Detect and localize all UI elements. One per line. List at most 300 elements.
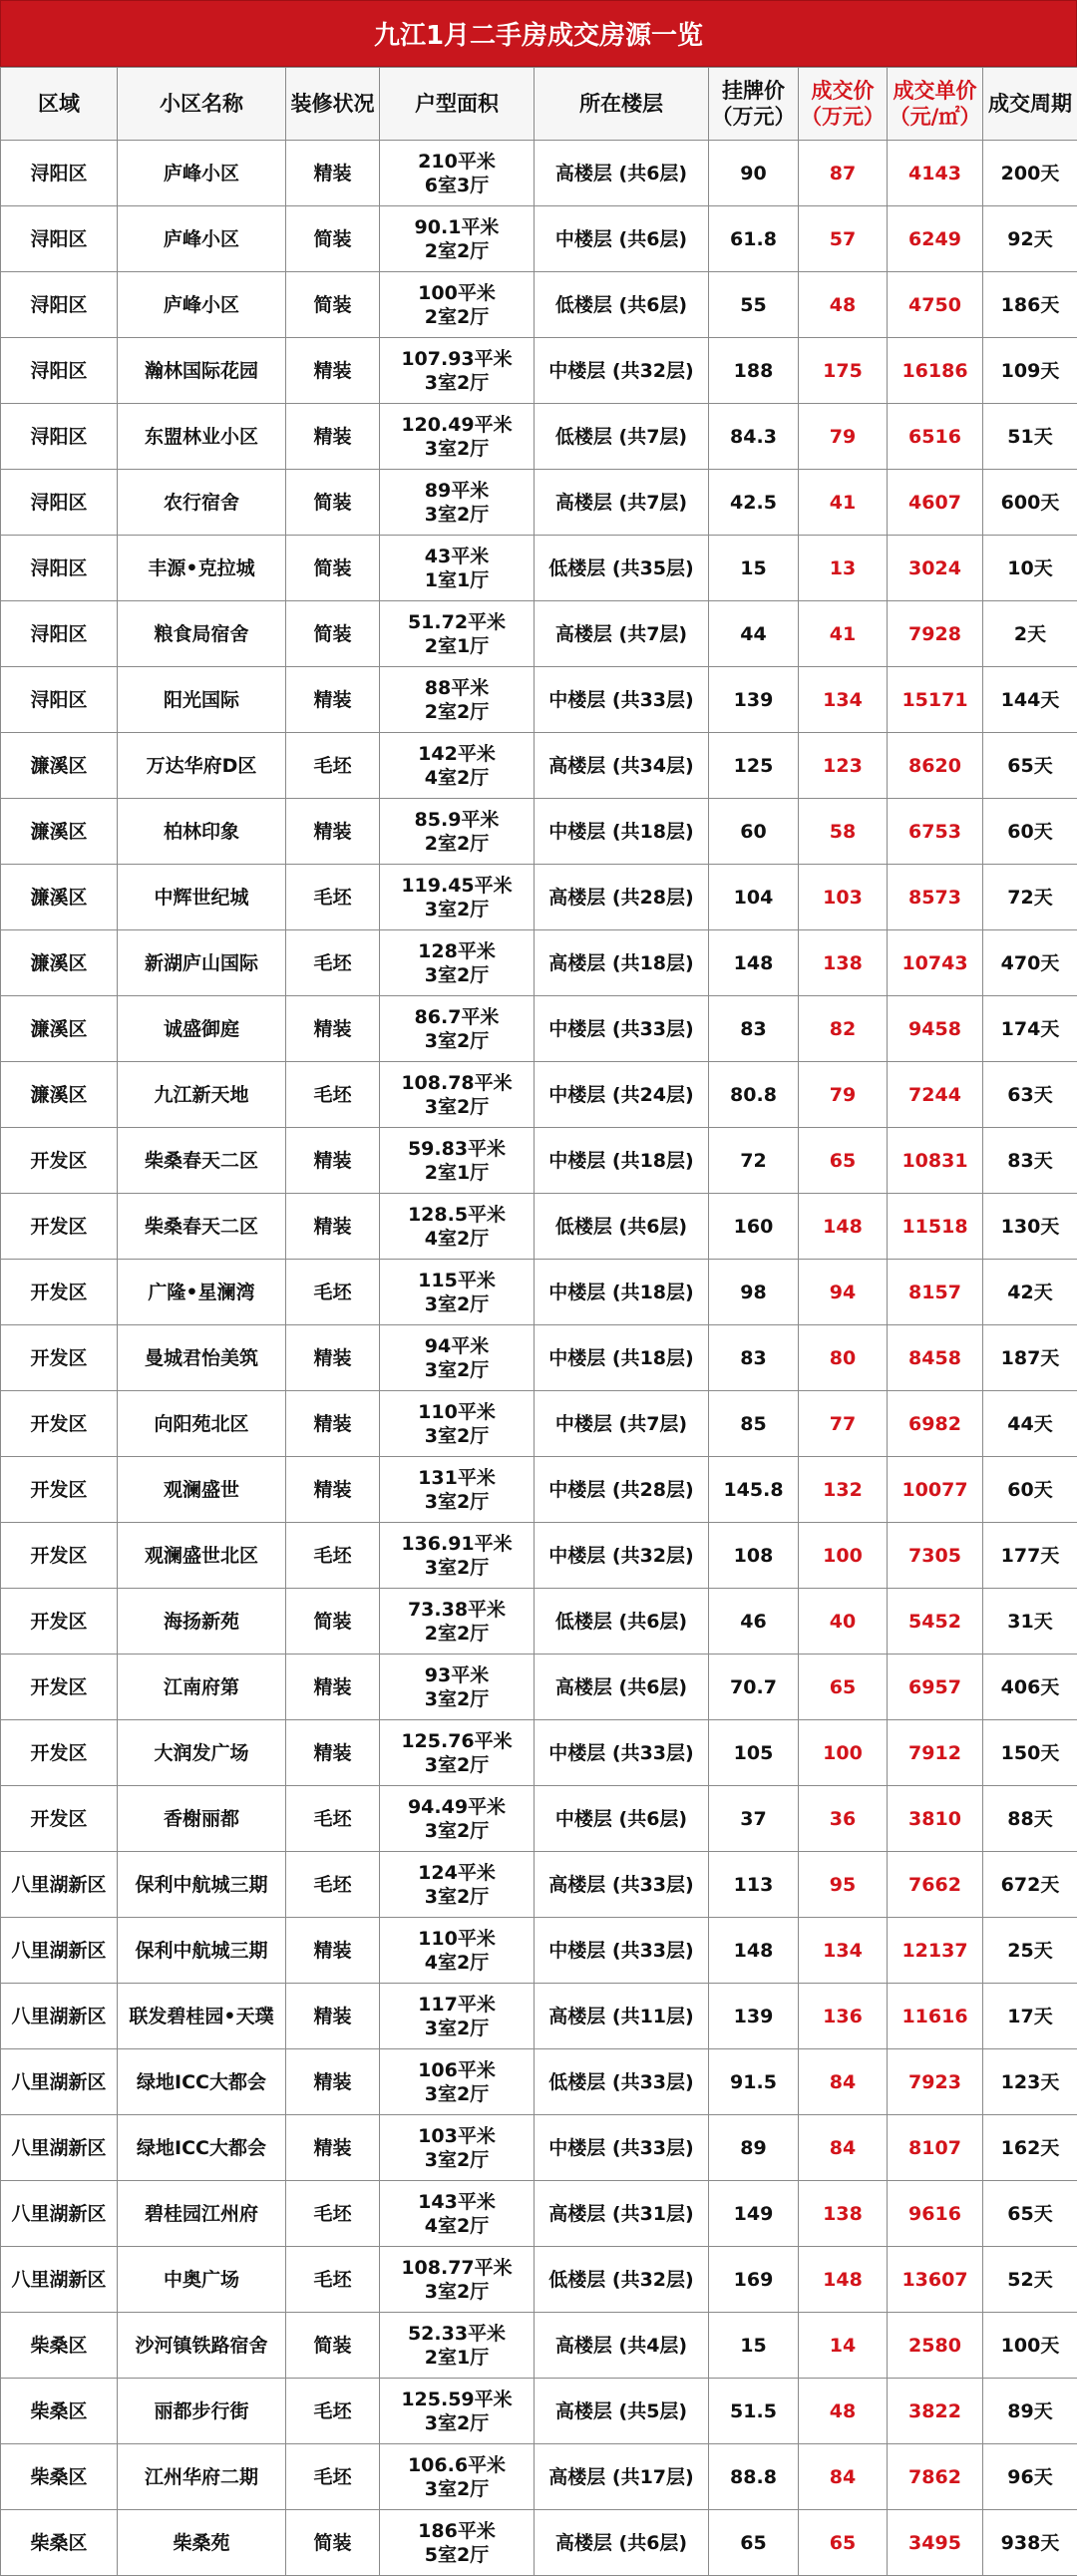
cell-list-price: 84.3 <box>709 404 799 470</box>
cell-layout <box>380 536 535 601</box>
cell-period: 200天 <box>983 141 1077 206</box>
cell-area: 115平米 <box>380 1269 534 1292</box>
cell-floor: 高楼层 (共34层) <box>535 733 709 799</box>
cell-list-price: 139 <box>709 1984 799 2049</box>
cell-community: 向阳苑北区 <box>118 1391 286 1457</box>
cell-decoration: 简装 <box>286 536 380 601</box>
cell-list-price: 160 <box>709 1194 799 1260</box>
cell-period: 10天 <box>983 536 1077 601</box>
cell-layout <box>380 141 535 206</box>
cell-list-price: 139 <box>709 667 799 733</box>
cell-unit-price: 6249 <box>888 206 983 272</box>
cell-decoration: 简装 <box>286 601 380 667</box>
cell-decoration: 毛坯 <box>286 2444 380 2510</box>
cell-area: 59.83平米 <box>380 1137 534 1161</box>
table-row <box>1 141 1077 206</box>
table-row <box>1 733 1077 799</box>
cell-list-price: 37 <box>709 1786 799 1852</box>
cell-deal-price: 36 <box>799 1786 888 1852</box>
cell-layout <box>380 2049 535 2115</box>
cell-rooms: 6室3厅 <box>380 174 534 197</box>
cell-floor: 中楼层 (共24层) <box>535 1062 709 1128</box>
cell-decoration: 简装 <box>286 1589 380 1655</box>
cell-unit-price: 7923 <box>888 2049 983 2115</box>
cell-rooms: 3室2厅 <box>380 1358 534 1382</box>
table-row <box>1 404 1077 470</box>
cell-floor: 高楼层 (共5层) <box>535 2379 709 2444</box>
cell-period: 72天 <box>983 865 1077 930</box>
cell-unit-price: 6957 <box>888 1655 983 1720</box>
cell-deal-price: 79 <box>799 404 888 470</box>
table-row <box>1 1062 1077 1128</box>
cell-decoration: 毛坯 <box>286 2181 380 2247</box>
cell-deal-price: 138 <box>799 2181 888 2247</box>
cell-unit-price: 2580 <box>888 2313 983 2379</box>
cell-floor: 中楼层 (共18层) <box>535 1325 709 1391</box>
table-title: 九江1月二手房成交房源一览 <box>0 0 1077 67</box>
cell-district: 开发区 <box>1 1128 118 1194</box>
cell-deal-price: 58 <box>799 799 888 865</box>
table-row <box>1 1984 1077 2049</box>
table-row <box>1 2049 1077 2115</box>
cell-list-price: 91.5 <box>709 2049 799 2115</box>
cell-area: 117平米 <box>380 1993 534 2017</box>
cell-rooms: 3室2厅 <box>380 1885 534 1909</box>
cell-community: 曼城君怡美筑 <box>118 1325 286 1391</box>
cell-area: 125.59平米 <box>380 2388 534 2411</box>
cell-area: 186平米 <box>380 2519 534 2543</box>
cell-community: 海扬新苑 <box>118 1589 286 1655</box>
cell-area: 143平米 <box>380 2190 534 2214</box>
table-row <box>1 1128 1077 1194</box>
cell-community: 广隆•星澜湾 <box>118 1260 286 1325</box>
cell-district: 开发区 <box>1 1325 118 1391</box>
cell-area: 88平米 <box>380 676 534 700</box>
cell-rooms: 3室2厅 <box>380 1753 534 1777</box>
cell-period: 31天 <box>983 1589 1077 1655</box>
cell-list-price: 104 <box>709 865 799 930</box>
cell-district: 八里湖新区 <box>1 1852 118 1918</box>
cell-decoration: 毛坯 <box>286 2247 380 2313</box>
cell-district: 濂溪区 <box>1 1062 118 1128</box>
header-deal-price <box>799 68 888 141</box>
cell-decoration: 毛坯 <box>286 733 380 799</box>
cell-area: 142平米 <box>380 742 534 766</box>
cell-area: 51.72平米 <box>380 610 534 634</box>
cell-floor: 中楼层 (共32层) <box>535 1523 709 1589</box>
cell-rooms: 3室2厅 <box>380 371 534 395</box>
cell-period: 51天 <box>983 404 1077 470</box>
cell-layout <box>380 667 535 733</box>
cell-list-price: 113 <box>709 1852 799 1918</box>
table-row <box>1 1918 1077 1984</box>
cell-list-price: 83 <box>709 1325 799 1391</box>
cell-unit-price: 10743 <box>888 930 983 996</box>
cell-floor: 高楼层 (共7层) <box>535 470 709 536</box>
cell-list-price: 98 <box>709 1260 799 1325</box>
cell-unit-price: 10077 <box>888 1457 983 1523</box>
cell-decoration: 精装 <box>286 799 380 865</box>
cell-area: 73.38平米 <box>380 1598 534 1622</box>
cell-period: 187天 <box>983 1325 1077 1391</box>
table-row <box>1 865 1077 930</box>
cell-decoration: 简装 <box>286 206 380 272</box>
cell-floor: 低楼层 (共33层) <box>535 2049 709 2115</box>
cell-unit-price: 3495 <box>888 2510 983 2576</box>
cell-list-price: 85 <box>709 1391 799 1457</box>
cell-deal-price: 138 <box>799 930 888 996</box>
cell-rooms: 3室2厅 <box>380 2280 534 2304</box>
header-community: 小区名称 <box>118 68 286 141</box>
cell-period: 2天 <box>983 601 1077 667</box>
cell-rooms: 3室2厅 <box>380 503 534 527</box>
cell-floor: 低楼层 (共6层) <box>535 1589 709 1655</box>
cell-layout <box>380 1260 535 1325</box>
cell-deal-price: 100 <box>799 1523 888 1589</box>
cell-floor: 低楼层 (共7层) <box>535 404 709 470</box>
cell-period: 88天 <box>983 1786 1077 1852</box>
cell-unit-price: 10831 <box>888 1128 983 1194</box>
header-period: 成交周期 <box>983 68 1077 141</box>
cell-rooms: 3室2厅 <box>380 1095 534 1119</box>
cell-floor: 高楼层 (共17层) <box>535 2444 709 2510</box>
cell-decoration: 精装 <box>286 338 380 404</box>
cell-rooms: 2室2厅 <box>380 305 534 329</box>
cell-list-price: 15 <box>709 2313 799 2379</box>
cell-rooms: 3室2厅 <box>380 1029 534 1053</box>
cell-floor: 中楼层 (共6层) <box>535 206 709 272</box>
cell-decoration: 简装 <box>286 2313 380 2379</box>
cell-deal-price: 41 <box>799 601 888 667</box>
table-row <box>1 206 1077 272</box>
cell-community: 中奥广场 <box>118 2247 286 2313</box>
cell-layout <box>380 1523 535 1589</box>
cell-community: 丰源•克拉城 <box>118 536 286 601</box>
cell-unit-price: 8458 <box>888 1325 983 1391</box>
cell-floor: 中楼层 (共33层) <box>535 667 709 733</box>
cell-deal-price: 82 <box>799 996 888 1062</box>
cell-decoration: 精装 <box>286 1391 380 1457</box>
cell-community: 瀚林国际花园 <box>118 338 286 404</box>
cell-floor: 高楼层 (共4层) <box>535 2313 709 2379</box>
cell-rooms: 2室1厅 <box>380 1161 534 1185</box>
header-unit-price-unit: （元/㎡） <box>888 104 982 130</box>
cell-deal-price: 79 <box>799 1062 888 1128</box>
cell-area: 43平米 <box>380 545 534 568</box>
cell-layout <box>380 799 535 865</box>
cell-layout <box>380 1457 535 1523</box>
cell-period: 130天 <box>983 1194 1077 1260</box>
cell-unit-price: 4607 <box>888 470 983 536</box>
cell-community: 柏林印象 <box>118 799 286 865</box>
cell-rooms: 3室2厅 <box>380 1292 534 1316</box>
cell-floor: 中楼层 (共32层) <box>535 338 709 404</box>
cell-area: 106平米 <box>380 2058 534 2082</box>
cell-district: 八里湖新区 <box>1 2247 118 2313</box>
cell-deal-price: 14 <box>799 2313 888 2379</box>
cell-district: 柴桑区 <box>1 2444 118 2510</box>
header-decoration: 装修状况 <box>286 68 380 141</box>
table-row <box>1 1655 1077 1720</box>
cell-unit-price: 8620 <box>888 733 983 799</box>
cell-deal-price: 40 <box>799 1589 888 1655</box>
cell-community: 碧桂园江州府 <box>118 2181 286 2247</box>
table-row <box>1 667 1077 733</box>
cell-layout <box>380 1984 535 2049</box>
cell-deal-price: 84 <box>799 2049 888 2115</box>
cell-deal-price: 95 <box>799 1852 888 1918</box>
cell-deal-price: 84 <box>799 2115 888 2181</box>
cell-unit-price: 9616 <box>888 2181 983 2247</box>
cell-floor: 高楼层 (共6层) <box>535 1655 709 1720</box>
cell-list-price: 105 <box>709 1720 799 1786</box>
table-row <box>1 1720 1077 1786</box>
cell-layout <box>380 1655 535 1720</box>
cell-layout <box>380 206 535 272</box>
cell-list-price: 169 <box>709 2247 799 2313</box>
cell-rooms: 5室2厅 <box>380 2543 534 2567</box>
cell-rooms: 2室2厅 <box>380 239 534 263</box>
cell-period: 177天 <box>983 1523 1077 1589</box>
cell-district: 柴桑区 <box>1 2379 118 2444</box>
cell-floor: 中楼层 (共7层) <box>535 1391 709 1457</box>
cell-period: 96天 <box>983 2444 1077 2510</box>
cell-unit-price: 7928 <box>888 601 983 667</box>
cell-area: 110平米 <box>380 1927 534 1951</box>
table-row <box>1 2115 1077 2181</box>
cell-deal-price: 148 <box>799 2247 888 2313</box>
cell-district: 开发区 <box>1 1260 118 1325</box>
cell-community: 观澜盛世北区 <box>118 1523 286 1589</box>
cell-area: 124平米 <box>380 1861 534 1885</box>
header-list-price <box>709 68 799 141</box>
cell-area: 100平米 <box>380 281 534 305</box>
cell-layout <box>380 2379 535 2444</box>
cell-list-price: 125 <box>709 733 799 799</box>
cell-district: 濂溪区 <box>1 996 118 1062</box>
cell-unit-price: 11518 <box>888 1194 983 1260</box>
cell-list-price: 61.8 <box>709 206 799 272</box>
cell-period: 17天 <box>983 1984 1077 2049</box>
cell-area: 52.33平米 <box>380 2322 534 2346</box>
cell-list-price: 51.5 <box>709 2379 799 2444</box>
cell-period: 42天 <box>983 1260 1077 1325</box>
cell-decoration: 毛坯 <box>286 1260 380 1325</box>
cell-unit-price: 7662 <box>888 1852 983 1918</box>
cell-layout <box>380 1194 535 1260</box>
cell-district: 开发区 <box>1 1194 118 1260</box>
cell-list-price: 15 <box>709 536 799 601</box>
cell-floor: 中楼层 (共18层) <box>535 1260 709 1325</box>
cell-decoration: 精装 <box>286 1720 380 1786</box>
cell-area: 107.93平米 <box>380 347 534 371</box>
cell-community: 东盟林业小区 <box>118 404 286 470</box>
table-row <box>1 470 1077 536</box>
cell-list-price: 65 <box>709 2510 799 2576</box>
cell-unit-price: 5452 <box>888 1589 983 1655</box>
cell-floor: 中楼层 (共18层) <box>535 799 709 865</box>
cell-decoration: 精装 <box>286 141 380 206</box>
header-list-price-unit: （万元） <box>709 104 798 130</box>
cell-district: 浔阳区 <box>1 470 118 536</box>
cell-district: 柴桑区 <box>1 2313 118 2379</box>
cell-layout <box>380 2181 535 2247</box>
cell-floor: 高楼层 (共11层) <box>535 1984 709 2049</box>
cell-period: 89天 <box>983 2379 1077 2444</box>
cell-floor: 高楼层 (共33层) <box>535 1852 709 1918</box>
cell-area: 103平米 <box>380 2124 534 2148</box>
cell-community: 江南府第 <box>118 1655 286 1720</box>
cell-floor: 中楼层 (共33层) <box>535 2115 709 2181</box>
cell-community: 粮食局宿舍 <box>118 601 286 667</box>
cell-rooms: 2室2厅 <box>380 700 534 724</box>
cell-rooms: 4室2厅 <box>380 1951 534 1975</box>
cell-layout <box>380 2247 535 2313</box>
cell-decoration: 精装 <box>286 1457 380 1523</box>
cell-decoration: 精装 <box>286 404 380 470</box>
cell-unit-price: 4143 <box>888 141 983 206</box>
cell-unit-price: 13607 <box>888 2247 983 2313</box>
cell-deal-price: 77 <box>799 1391 888 1457</box>
cell-period: 60天 <box>983 799 1077 865</box>
cell-community: 联发碧桂园•天璞 <box>118 1984 286 2049</box>
cell-period: 65天 <box>983 733 1077 799</box>
cell-layout <box>380 404 535 470</box>
cell-unit-price: 6516 <box>888 404 983 470</box>
cell-floor: 高楼层 (共6层) <box>535 2510 709 2576</box>
table-row <box>1 2313 1077 2379</box>
cell-floor: 高楼层 (共31层) <box>535 2181 709 2247</box>
cell-list-price: 145.8 <box>709 1457 799 1523</box>
cell-period: 52天 <box>983 2247 1077 2313</box>
cell-deal-price: 80 <box>799 1325 888 1391</box>
table-row <box>1 536 1077 601</box>
cell-layout <box>380 1391 535 1457</box>
cell-unit-price: 7244 <box>888 1062 983 1128</box>
cell-period: 186天 <box>983 272 1077 338</box>
cell-list-price: 149 <box>709 2181 799 2247</box>
cell-rooms: 2室2厅 <box>380 832 534 856</box>
cell-deal-price: 65 <box>799 1128 888 1194</box>
cell-rooms: 1室1厅 <box>380 568 534 592</box>
cell-period: 63天 <box>983 1062 1077 1128</box>
header-deal-price-label: 成交价 <box>799 78 887 104</box>
table-row <box>1 272 1077 338</box>
cell-decoration: 毛坯 <box>286 1523 380 1589</box>
cell-rooms: 3室2厅 <box>380 2148 534 2172</box>
cell-area: 90.1平米 <box>380 215 534 239</box>
cell-period: 109天 <box>983 338 1077 404</box>
cell-rooms: 3室2厅 <box>380 2017 534 2040</box>
cell-area: 94.49平米 <box>380 1795 534 1819</box>
cell-layout <box>380 272 535 338</box>
cell-floor: 中楼层 (共6层) <box>535 1786 709 1852</box>
cell-floor: 高楼层 (共28层) <box>535 865 709 930</box>
cell-deal-price: 57 <box>799 206 888 272</box>
cell-community: 观澜盛世 <box>118 1457 286 1523</box>
table-row <box>1 799 1077 865</box>
cell-period: 83天 <box>983 1128 1077 1194</box>
table-row <box>1 1457 1077 1523</box>
table-row <box>1 1589 1077 1655</box>
cell-list-price: 42.5 <box>709 470 799 536</box>
cell-list-price: 46 <box>709 1589 799 1655</box>
cell-deal-price: 41 <box>799 470 888 536</box>
cell-deal-price: 13 <box>799 536 888 601</box>
cell-community: 沙河镇铁路宿舍 <box>118 2313 286 2379</box>
table-body <box>1 141 1077 2576</box>
cell-list-price: 55 <box>709 272 799 338</box>
cell-district: 八里湖新区 <box>1 2049 118 2115</box>
cell-deal-price: 87 <box>799 141 888 206</box>
cell-list-price: 72 <box>709 1128 799 1194</box>
cell-rooms: 3室2厅 <box>380 2082 534 2106</box>
cell-layout <box>380 2115 535 2181</box>
cell-floor: 低楼层 (共6层) <box>535 272 709 338</box>
cell-unit-price: 7912 <box>888 1720 983 1786</box>
cell-layout <box>380 1720 535 1786</box>
cell-decoration: 毛坯 <box>286 2379 380 2444</box>
header-layout: 户型面积 <box>380 68 535 141</box>
cell-community: 柴桑春天二区 <box>118 1194 286 1260</box>
cell-district: 濂溪区 <box>1 733 118 799</box>
cell-unit-price: 6753 <box>888 799 983 865</box>
cell-rooms: 3室2厅 <box>380 898 534 921</box>
cell-unit-price: 15171 <box>888 667 983 733</box>
cell-district: 八里湖新区 <box>1 2181 118 2247</box>
cell-period: 406天 <box>983 1655 1077 1720</box>
cell-layout <box>380 2444 535 2510</box>
cell-area: 120.49平米 <box>380 413 534 437</box>
cell-decoration: 精装 <box>286 1655 380 1720</box>
cell-community: 阳光国际 <box>118 667 286 733</box>
cell-area: 128平米 <box>380 939 534 963</box>
cell-area: 108.78平米 <box>380 1071 534 1095</box>
table-row <box>1 2247 1077 2313</box>
table-row <box>1 1391 1077 1457</box>
cell-layout <box>380 601 535 667</box>
cell-community: 丽都步行街 <box>118 2379 286 2444</box>
cell-unit-price: 8107 <box>888 2115 983 2181</box>
cell-deal-price: 175 <box>799 338 888 404</box>
cell-layout <box>380 1786 535 1852</box>
cell-district: 濂溪区 <box>1 799 118 865</box>
header-district: 区域 <box>1 68 118 141</box>
cell-community: 绿地ICC大都会 <box>118 2049 286 2115</box>
cell-area: 94平米 <box>380 1334 534 1358</box>
cell-deal-price: 48 <box>799 2379 888 2444</box>
cell-list-price: 148 <box>709 1918 799 1984</box>
cell-district: 开发区 <box>1 1523 118 1589</box>
cell-period: 672天 <box>983 1852 1077 1918</box>
table-row <box>1 2444 1077 2510</box>
cell-floor: 中楼层 (共33层) <box>535 1720 709 1786</box>
cell-layout <box>380 930 535 996</box>
cell-district: 浔阳区 <box>1 141 118 206</box>
cell-area: 93平米 <box>380 1663 534 1687</box>
cell-district: 浔阳区 <box>1 601 118 667</box>
cell-deal-price: 136 <box>799 1984 888 2049</box>
cell-district: 开发区 <box>1 1589 118 1655</box>
cell-decoration: 毛坯 <box>286 1852 380 1918</box>
cell-community: 柴桑苑 <box>118 2510 286 2576</box>
cell-list-price: 89 <box>709 2115 799 2181</box>
cell-community: 庐峰小区 <box>118 206 286 272</box>
transactions-table <box>0 67 1077 2576</box>
header-row <box>1 68 1077 141</box>
cell-deal-price: 65 <box>799 1655 888 1720</box>
cell-unit-price: 16186 <box>888 338 983 404</box>
